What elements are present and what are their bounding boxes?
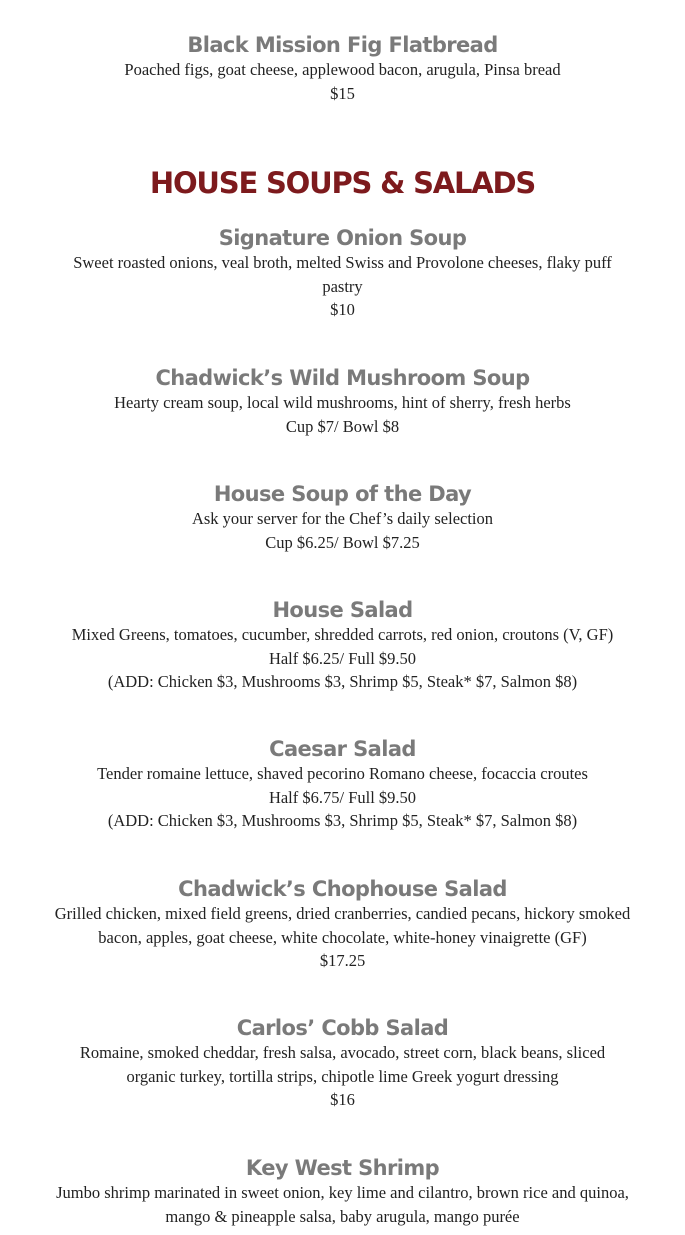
item-name: Key West Shrimp bbox=[245, 1156, 440, 1180]
item-description-line: Tender romaine lettuce, shaved pecorino Romano cheese, focaccia croutes bbox=[97, 764, 588, 783]
item-name: Carlos’ Cobb Salad bbox=[236, 1016, 449, 1040]
item-price: Half $6.75/ Full $9.50 bbox=[268, 787, 417, 807]
item-price: Cup $7/ Bowl $8 bbox=[285, 416, 400, 436]
item-description-line: Romaine, smoked cheddar, fresh salsa, avocado, street corn, black beans, sliced bbox=[79, 1043, 606, 1062]
menu-item-caesar-salad bbox=[0, 736, 685, 833]
item-description: Poached figs, goat cheese, applewood bacon, arugula, Pinsa bread bbox=[124, 60, 561, 79]
item-description-line: Hearty cream soup, local wild mushrooms, hint of sherry, fresh herbs bbox=[114, 393, 571, 412]
menu-item-key-west-shrimp bbox=[0, 1155, 685, 1228]
menu-item-onion-soup bbox=[0, 225, 685, 322]
menu-item-mushroom-soup bbox=[0, 365, 685, 438]
item-description-line: bacon, apples, goat cheese, white chocolate, white-honey vinaigrette (GF) bbox=[98, 927, 587, 947]
section-title: HOUSE SOUPS & SALADS bbox=[149, 166, 536, 200]
item-description-line: Ask your server for the Chef’s daily selection bbox=[191, 509, 494, 528]
menu-item-soup-of-the-day bbox=[0, 481, 685, 554]
item-description-line: organic turkey, tortilla strips, chipotle lime Greek yogurt dressing bbox=[126, 1066, 559, 1086]
item-description-line: Grilled chicken, mixed field greens, dried cranberries, candied pecans, hickory smoked bbox=[54, 904, 631, 923]
item-addons: (ADD: Chicken $3, Mushrooms $3, Shrimp $5, Steak* $7, Salmon $8) bbox=[107, 811, 578, 831]
item-description-line: Jumbo shrimp marinated in sweet onion, key lime and cilantro, brown rice and quinoa, bbox=[56, 1183, 629, 1202]
item-description-line: Sweet roasted onions, veal broth, melted Swiss and Provolone cheeses, flaky puff bbox=[73, 253, 612, 272]
item-price: $17.25 bbox=[319, 951, 366, 971]
item-description-line: pastry bbox=[322, 276, 363, 296]
item-price: Cup $6.25/ Bowl $7.25 bbox=[265, 532, 420, 552]
item-name: House Salad bbox=[272, 598, 413, 622]
item-name: Black Mission Fig Flatbread bbox=[187, 33, 498, 57]
menu-item-fig-flatbread bbox=[0, 32, 685, 105]
item-price: $10 bbox=[330, 300, 355, 320]
item-price: Half $6.25/ Full $9.50 bbox=[268, 648, 417, 668]
item-description-line: mango & pineapple salsa, baby arugula, mango purée bbox=[165, 1206, 520, 1226]
menu-item-house-salad bbox=[0, 597, 685, 694]
item-price: $16 bbox=[330, 1090, 355, 1110]
menu-item-chophouse-salad bbox=[0, 876, 685, 973]
item-description-line: Mixed Greens, tomatoes, cucumber, shredded carrots, red onion, croutons (V, GF) bbox=[71, 625, 614, 644]
item-addons: (ADD: Chicken $3, Mushrooms $3, Shrimp $5, Steak* $7, Salmon $8) bbox=[107, 672, 578, 692]
item-price: $15 bbox=[330, 83, 355, 103]
item-name: House Soup of the Day bbox=[213, 482, 472, 506]
item-name: Chadwick’s Wild Mushroom Soup bbox=[155, 366, 530, 390]
menu-item-cobb-salad bbox=[0, 1015, 685, 1112]
item-name: Chadwick’s Chophouse Salad bbox=[178, 877, 507, 901]
item-name: Caesar Salad bbox=[269, 737, 416, 761]
item-name: Signature Onion Soup bbox=[218, 226, 467, 250]
